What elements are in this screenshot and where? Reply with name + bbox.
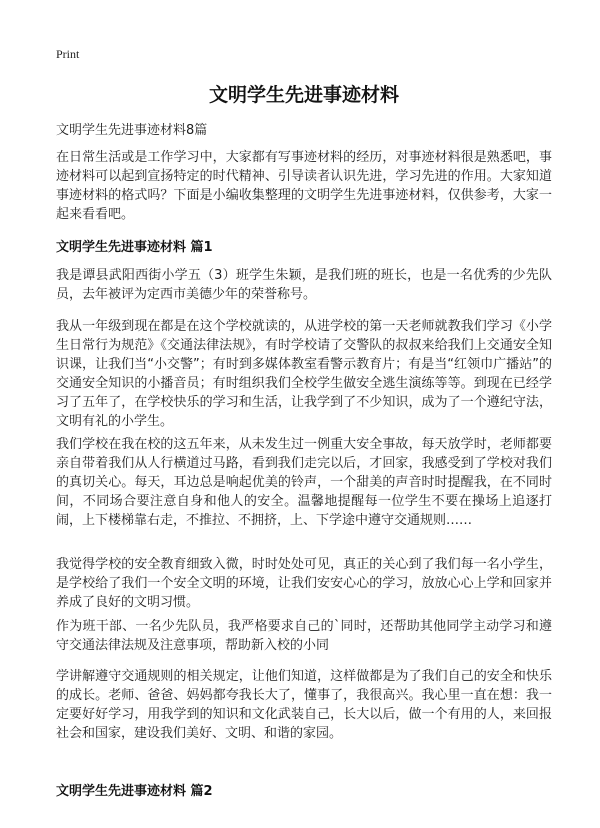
section-1-paragraph-2: 我从一年级到现在都是在这个学校就读的，从进学校的第一天老师就教我们学习《小学生日常行为规范》《交通法律法规》，有时学校请了交警队的叔叔来给我们上交通安全知识课，让我们当“小交警”；有时到多媒体教室看警示教育片；有是当“红领巾广播站”的交通安全知识的小播音员；有时组织我们全校学生做安全逃生演练等等。到现在已经学习了五年了，在学校快乐的学习和生活，让我学到了不少知识，成为了一个遵纪守法，文明有礼的小学生。 [56, 319, 552, 429]
intro-paragraph: 在日常生活或是工作学习中，大家都有写事迹材料的经历，对事迹材料很是熟悉吧，事迹材料可以起到宣扬特定的时代精神、引导读者认识先进，学习先进的作用。大家知道事迹材料的格式吗？下面是小编收集整理的文明学生先进事迹材料，仅供参考，大家一起来看看吧。 [56, 150, 552, 222]
section-heading-1: 文明学生先进事迹材料 篇1 [56, 240, 213, 255]
section-1-paragraph-3: 我们学校在我在校的这五年来，从未发生过一例重大安全事故，每天放学时，老师都要亲自带着我们从人行横道过马路，看到我们走完以后，才回家，我感受到了学校对我们的真切关心。每天，耳边总是响起优美的铃声，一个甜美的声音时时提醒我，在不同时间，不同场合要注意自身和他人的安全。温馨地提醒每一位学生不要在操场上追逐打闹，上下楼梯靠右走，不推拉、不拥挤，上、下学途中遵守交通规则…… [56, 437, 552, 528]
print-link[interactable]: Print [56, 47, 80, 61]
section-1-paragraph-4: 我觉得学校的安全教育细致入微，时时处处可见，真正的关心到了我们每一名小学生，是学校给了我们一个安全文明的环境，让我们安安心心的学习，放放心心上学和回家并养成了良好的文明习惯。 [56, 557, 552, 610]
section-1-paragraph-6: 学讲解遵守交通规则的相关规定，让他们知道，这样做都是为了我们自己的安全和快乐的成长。老师、爸爸、妈妈都夸我长大了，懂事了，我很高兴。我心里一直在想：我一定要好好学习，用我学到的知识和文化武装自己，长大以后，做一个有用的人，来回报社会和国家，建设我们美好、文明、和谐的家园。 [56, 669, 552, 741]
section-1-paragraph-1: 我是谭县武阳西街小学五（3）班学生朱颖，是我们班的班长，也是一名优秀的少先队员，去年被评为定西市美德少年的荣誉称号。 [56, 268, 552, 302]
section-1-paragraph-5: 作为班干部、一名少先队员，我严格要求自己的`同时，还帮助其他同学主动学习和遵守交通法律法规及注意事项，帮助新入校的小同 [56, 619, 552, 653]
page-title: 文明学生先进事迹材料 [208, 84, 399, 106]
document-subtitle: 文明学生先进事迹材料8篇 [56, 123, 208, 138]
section-heading-2: 文明学生先进事迹材料 篇2 [56, 784, 213, 799]
